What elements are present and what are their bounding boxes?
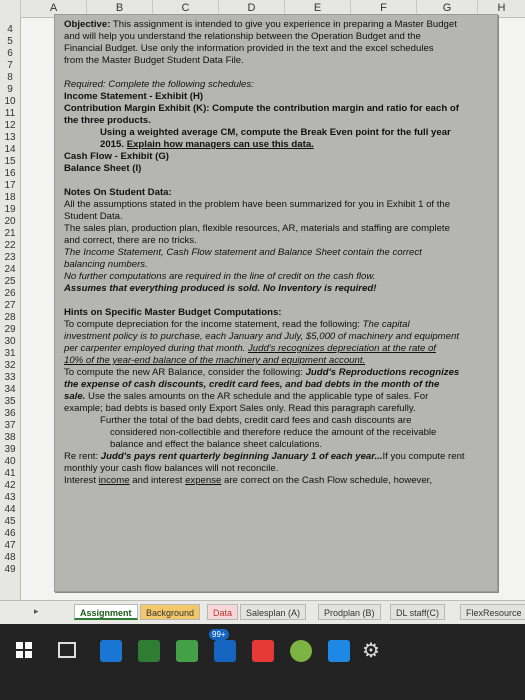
row-header[interactable]: 34 [4,384,16,395]
notes-line-2: Student Data. [64,211,123,222]
excel-icon[interactable] [176,640,198,662]
required-cash-flow: Cash Flow - Exhibit (G) [64,151,169,162]
row-header[interactable]: 7 [7,60,13,71]
row-header[interactable]: 14 [4,144,16,155]
row-header[interactable]: 30 [4,336,16,347]
row-header[interactable]: 31 [4,348,16,359]
hints-line-2: investment policy is to purchase, each January and July, $5,000 of machinery and equipment [64,331,459,342]
tab-assignment[interactable]: Assignment [74,604,138,620]
edge-browser-icon[interactable] [100,640,122,662]
tab-data[interactable]: Data [207,604,238,620]
tab-dl-staff[interactable]: DL staff(C) [390,604,445,620]
notes-heading: Notes On Student Data: [64,187,172,198]
required-breakeven-line-1: Using a weighted average CM, compute the Break Even point for the full year [100,127,451,138]
row-header[interactable]: 8 [7,72,13,83]
row-header[interactable]: 18 [4,192,16,203]
hints-line-6: the expense of cash discounts, credit card fees, and bad debts in the month of the [64,379,440,390]
notes-line-8: Assumes that everything produced is sold. No Inventory is required! [64,283,377,294]
row-header[interactable]: 42 [4,480,16,491]
column-header-f[interactable]: F [351,0,417,17]
select-all-corner[interactable] [0,0,21,17]
row-header[interactable]: 26 [4,288,16,299]
column-header-c[interactable]: C [153,0,219,17]
row-header[interactable]: 38 [4,432,16,443]
row-header[interactable]: 11 [4,108,16,119]
hints-line-13: monthly your cash flow balances will not reconcile. [64,463,279,474]
row-header[interactable]: 25 [4,276,16,287]
hints-line-8: example; bad debts is based only Export Sales only. Read this paragraph carefully. [64,403,416,414]
row-header[interactable]: 13 [4,132,16,143]
notes-line-1: All the assumptions stated in the problem have been summarized for you in Exhibit 1 of the [64,199,451,210]
row-header-gutter [0,17,21,600]
store-icon[interactable] [138,640,160,662]
hints-line-5: To compute the new AR Balance, consider the following: Judd's Reproductions recognizes [64,367,460,378]
hints-line-10: considered non-collectible and therefore reduce the amount of the receivable [110,427,437,438]
hints-line-1: To compute depreciation for the income statement, read the following: The capital [64,319,410,330]
notes-line-3: The sales plan, production plan, flexible resources, AR, materials and staffing are complete [64,223,450,234]
column-header-d[interactable]: D [219,0,285,17]
row-header[interactable]: 49 [4,564,16,575]
required-balance-sheet: Balance Sheet (I) [64,163,142,174]
required-cm-line-2: the three products. [64,115,151,126]
objective-line-2: and will help you understand the relationship between the Operation Budget and the [64,31,421,42]
row-header[interactable]: 17 [4,180,16,191]
column-header-e[interactable]: E [285,0,351,17]
tab-salesplan[interactable]: Salesplan (A) [240,604,306,620]
row-header[interactable]: 47 [4,540,16,551]
required-income-statement: Income Statement - Exhibit (H) [64,91,204,102]
row-header[interactable]: 21 [4,228,16,239]
column-header-b[interactable]: B [87,0,153,17]
objective-line-3: Financial Budget. Use only the information provided in the text and the excel schedules [64,43,434,54]
row-header[interactable]: 6 [7,48,13,59]
calendar-icon[interactable] [328,640,350,662]
row-header[interactable]: 43 [4,492,16,503]
row-header[interactable]: 33 [4,372,16,383]
hints-line-14: Interest income and interest expense are correct on the Cash Flow schedule, however, [64,475,432,486]
row-header[interactable]: 44 [4,504,16,515]
row-header[interactable]: 10 [4,96,16,107]
hints-line-12: Re rent: Judd's pays rent quarterly beginning January 1 of each year...If you compute rent [64,451,465,462]
tab-flexresource[interactable]: FlexResource [460,604,525,620]
column-header-h[interactable]: H [478,0,525,17]
task-view-icon[interactable] [58,642,76,658]
column-header-g[interactable]: G [417,0,478,17]
settings-gear-icon[interactable]: ⚙ [362,640,380,662]
row-header[interactable]: 32 [4,360,16,371]
windows-taskbar [0,624,525,700]
photos-icon[interactable] [252,640,274,662]
row-header[interactable]: 16 [4,168,16,179]
required-heading: Required: Complete the following schedules: [64,79,254,90]
row-header[interactable]: 15 [4,156,16,167]
row-header[interactable]: 48 [4,552,16,563]
hints-heading: Hints on Specific Master Budget Computations: [64,307,282,318]
row-header[interactable]: 39 [4,444,16,455]
notes-line-7: No further computations are required in the line of credit on the cash flow. [64,271,376,282]
row-header[interactable]: 40 [4,456,16,467]
mail-icon[interactable] [214,640,236,662]
notes-line-4: and correct, there are no tricks. [64,235,197,246]
row-header[interactable]: 20 [4,216,16,227]
hints-line-7: sale. Use the sales amounts on the AR schedule and the applicable type of sales. For [64,391,429,402]
row-header[interactable]: 4 [7,24,13,35]
row-header[interactable]: 19 [4,204,16,215]
objective-line-4: from the Master Budget Student Data File. [64,55,244,66]
objective-line-1: Objective: This assignment is intended to give you experience in preparing a Master Budget [64,19,457,30]
hints-line-4: 10% of the year-end balance of the machinery and equipment account. [64,355,366,366]
row-header[interactable]: 35 [4,396,16,407]
tab-scroll-right-icon[interactable]: ▸ [34,606,39,616]
row-header[interactable]: 12 [4,120,16,131]
tab-background[interactable]: Background [140,604,200,620]
column-header-a[interactable]: A [21,0,87,17]
required-breakeven-line-2: 2015. Explain how managers can use this data. [100,139,314,150]
hints-line-9: Further the total of the bad debts, credit card fees and cash discounts are [100,415,412,426]
row-header[interactable]: 41 [4,468,16,479]
row-header[interactable]: 24 [4,264,16,275]
row-header[interactable]: 28 [4,312,16,323]
row-header[interactable]: 29 [4,324,16,335]
row-header[interactable]: 27 [4,300,16,311]
row-header[interactable]: 46 [4,528,16,539]
sheet-tab-bar [0,600,525,625]
row-header[interactable]: 45 [4,516,16,527]
row-header[interactable]: 37 [4,420,16,431]
notes-line-6: balancing numbers. [64,259,148,270]
windows-start-icon[interactable] [16,642,32,658]
app-icon[interactable] [290,640,312,662]
hints-line-3: per carpenter employed during that month. Judd's recognizes depreciation at the rate of [64,343,436,354]
row-header[interactable]: 23 [4,252,16,263]
tab-prodplan[interactable]: Prodplan (B) [318,604,381,620]
row-header[interactable]: 22 [4,240,16,251]
mail-badge: 99+ [209,629,229,640]
required-cm-line-1: Contribution Margin Exhibit (K): Compute the contribution margin and ratio for each of [64,103,459,114]
row-header[interactable]: 9 [7,84,13,95]
hints-line-11: balance and effect the balance sheet calculations. [110,439,323,450]
row-header[interactable]: 5 [7,36,13,47]
notes-line-5: The Income Statement, Cash Flow statement and Balance Sheet contain the correct [64,247,422,258]
row-header[interactable]: 36 [4,408,16,419]
